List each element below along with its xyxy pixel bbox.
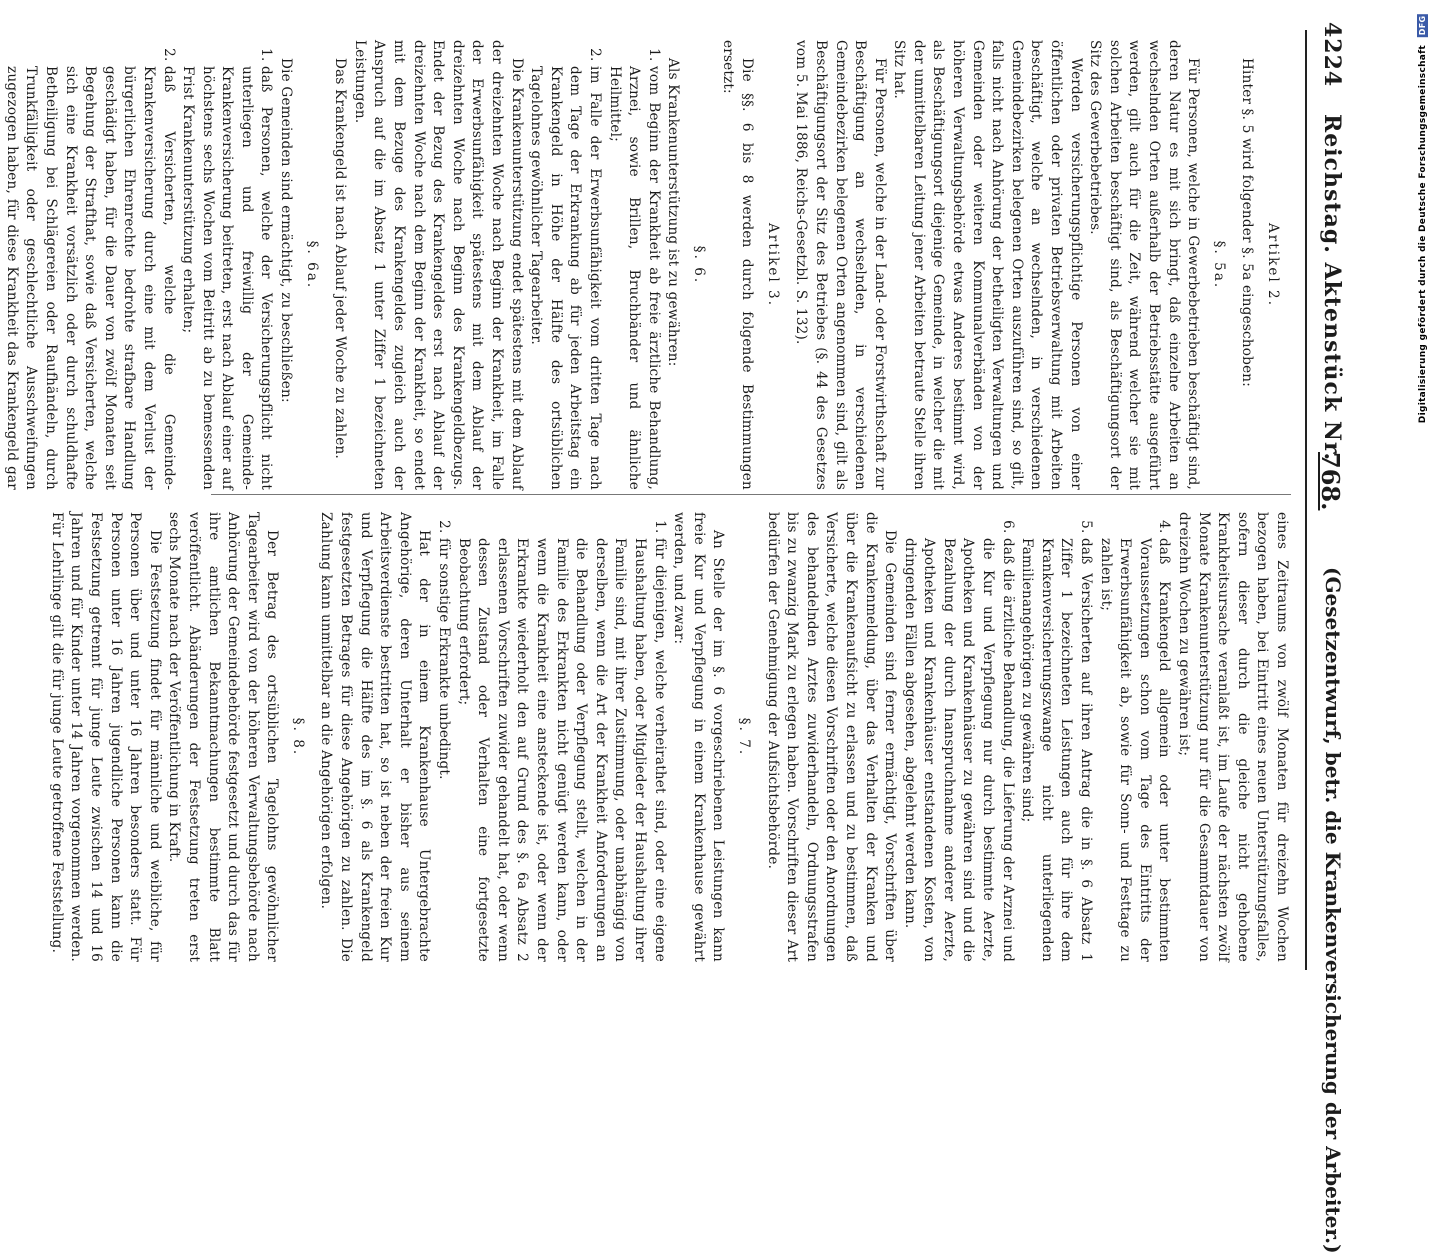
dfg-logo: DFG (1418, 16, 1427, 36)
section-6-item-2: 2. im Falle der Erwerbsunfähigkeit vom dritten Tage nach dem Tage der Erkrankung ab für jeden Arbeitstag ein Krankengeld in Höhe der Hälfte des ortsüblichen Tagelohnes gewöhnlicher Tagearbeiter. (526, 66, 604, 490)
section-5a-paragraph-3: Für Personen, welche in der Land- oder Forstwirthschaft zur Beschäftigung an wechselnden, in verschiedenen Gemeindebezirken belegenen Orten angenommen sind, gilt als Beschäftigungsort der Sitz des Betriebes (§. 44 des Gesetzes vom 5. Mai 1886, Reichs-Gesetzbl. S. 132). (793, 40, 888, 490)
scanned-page (3, 0, 1391, 1254)
article-3-intro: Die §§. 6 bis 8 werden durch folgende Bestimmungen ersetzt: (719, 40, 756, 490)
section-7-item-1: 1. für diejenigen, welche verheirathet sind, oder eine eigene Haushaltung haben, oder Mitglieder der Haushaltung ihrer Familie sind, mit ihrer Zustimmung, oder unabhängig von derselben, wenn die Art der Krankheit Anforderungen an die Behandlung oder Verpflegung stellt, welchen in der Familie des Erkrankten nicht genügt werden kann, oder wenn die Krankheit eine ansteckende ist, oder wenn der Erkrankte wiederholt den auf Grund des §. 6a Absatz 2 erlassenen Vorschriften zuwider gehandelt hat, oder wenn dessen Zustand oder Verhalten eine fortgesetzte Beobachtung erfordert; (453, 538, 669, 962)
article-3-title: Artikel 3. (764, 222, 781, 308)
section-6-intro: Als Krankenunterstützung ist zu gewähren: (665, 58, 682, 367)
section-6a-title: §. 6a. (303, 240, 320, 290)
section-6a-item-4: 4. daß Krankengeld allgemein oder unter bestimmten Voraussetzungen schon vom Tage des Eintritts der Erwerbsunfähigkeit ab, sowie für Sonn- und Festtage zu zahlen ist; (1095, 538, 1173, 962)
section-6a-item-2: 2. daß Versicherten, welche die Gemeinde-Krankenversicherung durch eine mit dem Verlust der bürgerlichen Ehrenrechte bedrohte strafbare Handlung geschädigt haben, für die Dauer von zwölf Monaten seit Begehung der Strafthat, sowie daß Versicherten, welche sich eine Krankheit vorsätzlich oder durch schuldhafte Betheiligung bei Schlägereien oder Raufhändeln, durch Trunkfälligkeit oder geschlechtliche Ausschweifungen zugezogen haben, für diese Krankheit das Krankengeld gar (0, 66, 178, 490)
header-context: (Gesetzentwurf, betr. die Krankenversicherung der Arbeiter.) (1321, 567, 1345, 1254)
section-5a-paragraph-2: Werden versicherungspflichtige Personen von einer öffentlichen oder privaten Betriebsverwaltung mit Arbeiten beschäftigt, welche an wechselnden, in verschiedenen Gemeindebezirken belegenen Orten auszuführen sind, so gilt, falls nicht nach Anhörung der betheiligten Verwaltungen und Gemeinden oder weiteren Kommunalverbänden von der höheren Verwaltungsbehörde etwas Anderes bestimmt wird, als Beschäftigungsort diejenige Gemeinde, in welcher die mit der unmittelbaren Leitung jener Arbeiten betraute Stelle ihren Sitz hat. (891, 40, 1084, 490)
section-7-intro: An Stelle der im §. 6 vorgeschriebenen Leistungen kann freie Kur und Verpflegung in einem Krankenhause gewährt werden, und zwar: (671, 512, 727, 962)
section-6-paragraph-3: Das Krankengeld ist nach Ablauf jeder Woche zu zahlen. (332, 58, 349, 460)
left-column (0, 40, 1291, 490)
section-8-paragraph-2: Die Festsetzung findet für männliche und weibliche, für Personen über und unter 16 Jahren besonders statt. Für Personen unter 16 Jahren jugendliche Personen kann die Festsetzung getrennt für junge Leute zwischen 14 und 16 Jahren und für Kinder unter 14 Jahren vorgenommen werden. Für Lehrlinge gilt die für junge Leute getroffene Feststellung. (48, 512, 163, 962)
section-6a-list (0, 40, 276, 490)
digitization-credit (1417, 14, 1428, 423)
section-6a-item-1: 1. daß Personen, welche der Versicherungspflicht nicht unterliegen und freiwillig der Gemeinde-Krankenversicherung beitreten, erst nach Ablauf einer auf höchstens sechs Wochen vom Beitritt ab zu bemessenden Frist Krankenunterstützung erhalten; (178, 66, 276, 490)
credit-text: Digitalisierung gefördert durch die Deutsche Forschungsgemeinschaft (1418, 45, 1428, 424)
page-header (1301, 22, 1351, 1254)
section-6-item-1: 1. vom Beginn der Krankheit ab freie ärztliche Behandlung, Arznei, sowie Brillen, Bruchbänder und ähnliche Heilmittel; (604, 66, 663, 490)
section-6a-item-5: 5. daß Versicherten auf ihren Antrag die in §. 6 Absatz 1 Ziffer 1 bezeichneten Leistungen auch für ihre dem Krankenversicherungszwange nicht unterliegenden Familienangehörigen zu gewähren sind; (1017, 538, 1095, 962)
section-7-title: §. 7. (735, 717, 752, 757)
section-6a-item-6: 6. daß die ärztliche Behandlung, die Lieferung der Arznei und die Kur und Verpflegung nur durch bestimmte Aerzte, Apotheken und Krankenhäuser zu gewähren sind und die Bezahlung der durch Inanspruchnahme anderer Aerzte, Apotheken und Krankenhäuser entstandenen Kosten, von dringenden Fällen abgesehen, abgelehnt werden kann. (899, 538, 1017, 962)
page-number: 4224 (1319, 22, 1345, 88)
document-number: 768. (1316, 452, 1345, 511)
section-6-paragraph-2: Die Krankenunterstützung endet spätestens mit dem Ablauf der dreizehnten Woche nach Beginn der Krankheit, im Falle der Erwerbsunfähigkeit spätestens mit dem Ablauf der dreizehnten Woche nach Beginn des Krankengeldbezugs. Endet der Bezug des Krankengeldes erst nach Ablauf der dreizehnten Woche nach dem Beginn der Krankheit, so endet mit dem Bezuge des Krankengeldes zugleich auch der Anspruch auf die im Absatz 1 unter Ziffer 1 bezeichneten Leistungen. (351, 40, 525, 490)
section-7-list (433, 512, 668, 962)
section-7-paragraph-2: Hat der in einem Krankenhause Untergebrachte Angehörige, deren Unterhalt er bisher aus seinem Arbeitsverdienste bestritten hat, so ist neben der freien Kur und Verpflegung die Hälfte des im §. 6 als Krankengeld festgesetzten Betrages für diese Angehörigen zu zahlen. Die Zahlung kann unmittelbar an die Angehörigen erfolgen. (318, 512, 433, 962)
section-8-paragraph-1: Der Betrag des ortsüblichen Tagelohns gewöhnlicher Tagearbeiter wird von der höheren Verwaltungsbehörde nach Anhörung der Gemeindebehörde festgesetzt und durch das für ihre amtlichen Bekanntmachungen bestimmte Blatt veröffentlicht. Abänderungen der Festsetzung treten erst sechs Monate nach der Veröffentlichung in Kraft. (166, 512, 281, 962)
section-6-list (526, 40, 663, 490)
running-title: Reichstag. Aktenstück Nr. (1319, 114, 1345, 462)
section-8-title: §. 8. (289, 717, 306, 757)
section-5a-paragraph-1: Für Personen, welche in Gewerbebetrieben beschäftigt sind, deren Natur es mit sich bringt, daß einzelne Arbeiten an wechselnden Orten außerhalb der Betriebsstätte ausgeführt werden, gilt auch für die Zeit, während welcher sie mit solchen Arbeiten beschäftigt sind, als Beschäftigungsort der Sitz des Gewerbebetriebes. (1087, 40, 1202, 490)
section-6a-list-continued (899, 512, 1173, 962)
section-5a-title: §. 5a. (1210, 240, 1227, 290)
section-7-item-2: 2. für sonstige Erkrankte unbedingt. (433, 538, 453, 962)
section-6a-item-3-continued: eines Zeitraums von zwölf Monaten für dreizehn Wochen bezogen haben, bei Eintritt eines neuen Unterstützungsfalles, sofern dieser durch die gleiche nicht gehobene Krankheitsursache veranlaßt ist, im Laufe der nächsten zwölf Monate Krankenunterstützung nur für die Gesammtdauer von dreizehn Wochen zu gewähren ist; (1176, 512, 1290, 962)
header-rule (1305, 30, 1307, 970)
section-6a-paragraph-2: Die Gemeinden sind ferner ermächtigt, Vorschriften über die Krankenmeldung, über das Verhalten der Kranken und über die Krankenaufsicht zu erlassen und zu bestimmen, daß Versicherte, welche diesen Vorschriften oder den Anordnungen des behandelnden Arztes zuwiderhandeln, Ordnungsstrafen bis zu zwanzig Mark zu erlegen haben. Vorschriften dieser Art bedürfen der Genehmigung der Aufsichtsbehörde. (764, 512, 899, 962)
article-2-intro: Hinter §. 5 wird folgender §. 5a eingeschoben: (1239, 58, 1256, 388)
article-2-title: Artikel 2. (1265, 222, 1281, 308)
section-6-title: §. 6. (690, 245, 707, 285)
section-6a-intro: Die Gemeinden sind ermächtigt, zu beschließen: (278, 58, 295, 403)
column-divider (211, 494, 1291, 495)
right-column (46, 512, 1291, 962)
